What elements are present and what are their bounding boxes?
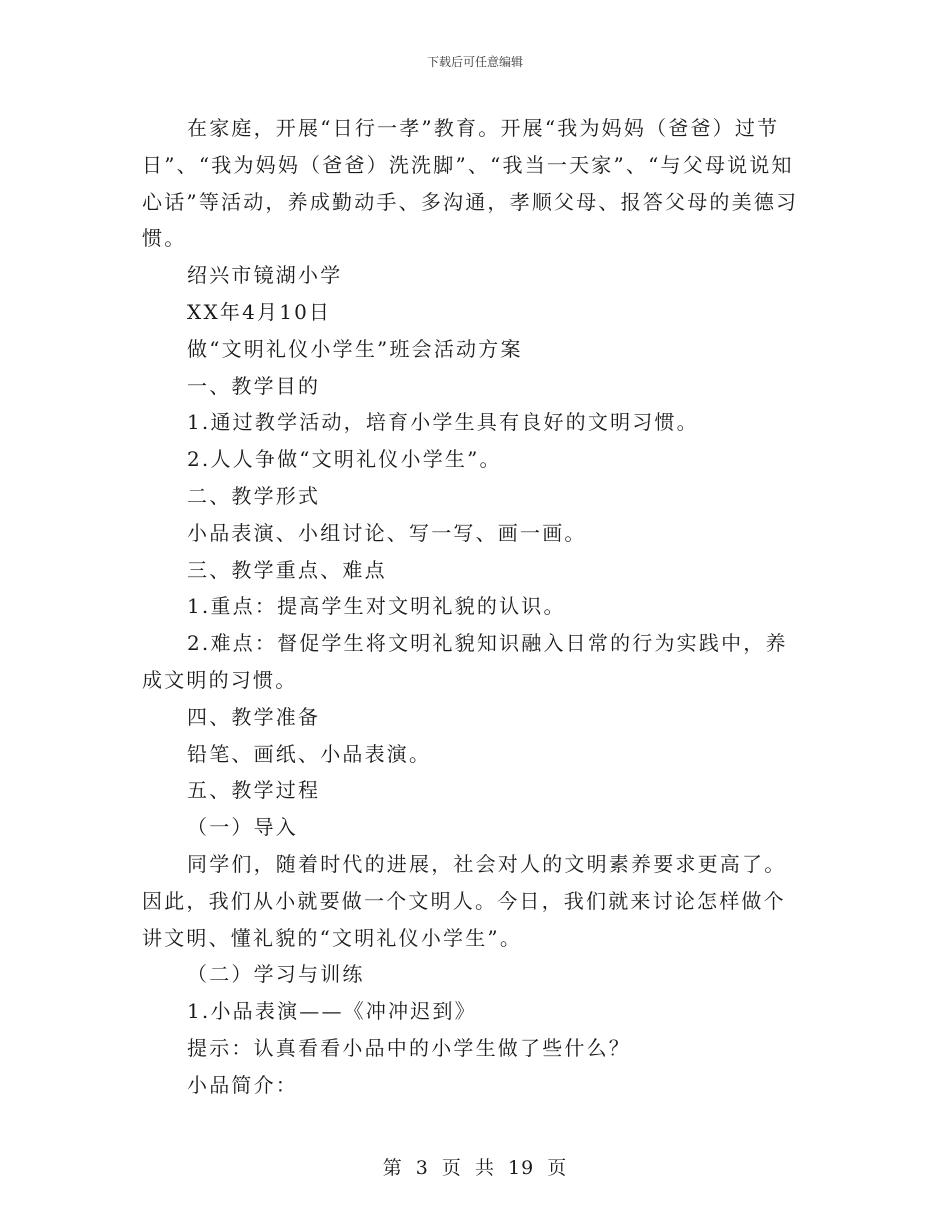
plan-title: 做“文明礼仪小学生”班会活动方案	[187, 336, 523, 361]
section-heading-form: 二、教学形式	[187, 483, 321, 508]
document-date: XX年4月10日	[187, 299, 332, 324]
skit-intro-label: 小品简介：	[187, 1072, 298, 1097]
section-heading-key-points: 三、教学重点、难点	[187, 557, 387, 582]
key-point-2: 2.难点：督促学生将文明礼貌知识融入日常的行为实践中，养成文明的习惯。	[142, 631, 788, 692]
document-body	[142, 110, 807, 1104]
section-heading-goals: 一、教学目的	[187, 373, 321, 398]
school-name: 绍兴市镜湖小学	[187, 263, 343, 288]
goal-item-2: 2.人人争做“文明礼仪小学生”。	[187, 447, 502, 472]
form-description: 小品表演、小组讨论、写一写、画一画。	[187, 520, 587, 545]
paragraph-family-education: 在家庭，开展“日行一孝”教育。开展“我为妈妈（爸爸）过节日”、“我为妈妈（爸爸）洗洗脚”、“我当一天家”、“与父母说说知心话”等活动，养成勤动手、多沟通，孝顺父母、报答父母的美德习惯。	[142, 116, 799, 251]
intro-paragraph: 同学们，随着时代的进展，社会对人的文明素养要求更高了。因此，我们从小就要做一个文明人。今日，我们就来讨论怎样做个讲文明、懂礼貌的“文明礼仪小学生”。	[142, 851, 787, 950]
subsection-learning: （二）学习与训练	[187, 962, 365, 987]
skit-hint: 提示：认真看看小品中的小学生做了些什么？	[187, 1035, 631, 1060]
section-heading-preparation: 四、教学准备	[187, 704, 321, 729]
page-footer: 第 3 页 共 19 页	[382, 1157, 568, 1179]
goal-item-1: 1.通过教学活动，培育小学生具有良好的文明习惯。	[187, 410, 699, 435]
page-header: 下载后可任意编辑	[426, 55, 523, 69]
section-heading-process: 五、教学过程	[187, 778, 321, 803]
subsection-intro: （一）导入	[187, 815, 298, 840]
key-point-1: 1.重点：提高学生对文明礼貌的认识。	[187, 594, 566, 619]
skit-title: 1.小品表演——《冲冲迟到》	[187, 999, 477, 1024]
preparation-items: 铅笔、画纸、小品表演。	[187, 741, 432, 766]
